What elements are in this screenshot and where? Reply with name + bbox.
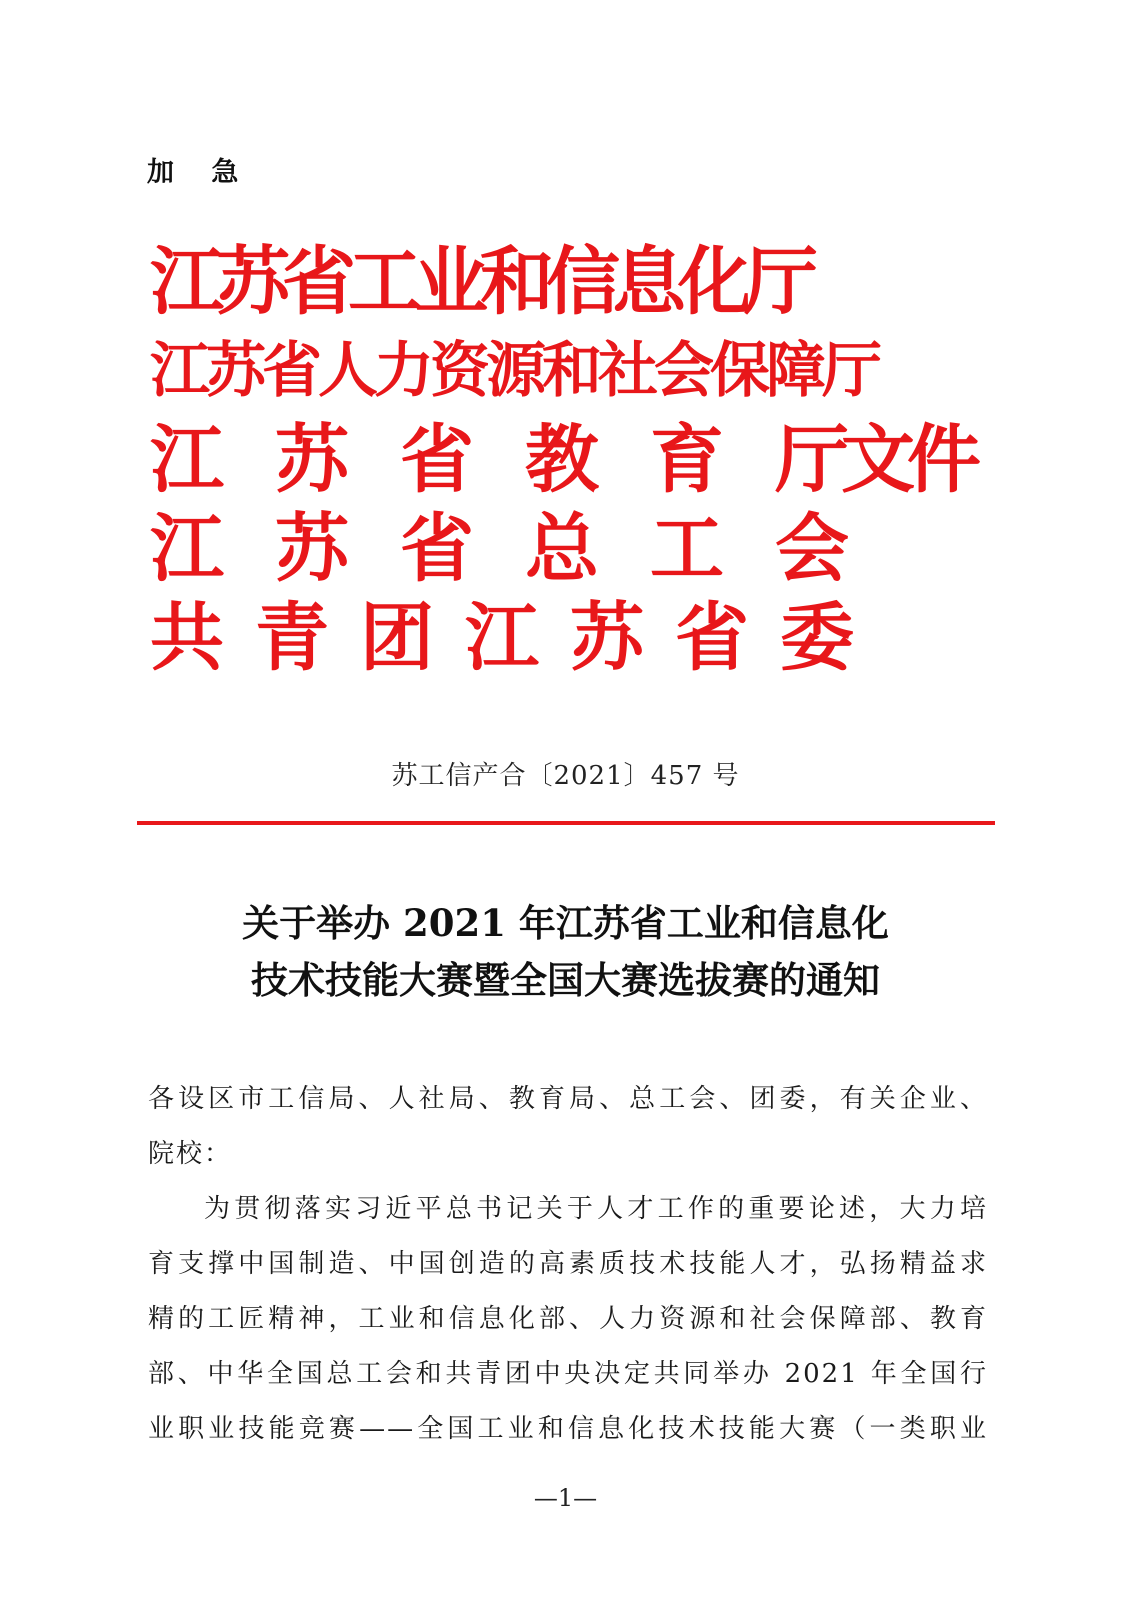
issuer-line-4 (150, 505, 980, 594)
issuer-glyph: 省 (262, 336, 322, 406)
issuer-glyph: 厅 (744, 239, 818, 325)
issuer-glyph: 信 (546, 239, 620, 325)
issuer-glyph: 障 (766, 336, 826, 406)
red-divider-line (137, 821, 995, 825)
issuer-glyph: 社 (598, 336, 658, 406)
issuing-authorities-header (150, 238, 980, 683)
issuer-glyph: 省 (400, 506, 474, 592)
issuer-glyph: 力 (374, 336, 434, 406)
issuer-glyph: 和 (542, 336, 602, 406)
issuer-glyph: 保 (710, 336, 770, 406)
issuer-glyph: 文 (841, 417, 915, 503)
body-paragraph-line: 为贯彻落实习近平总书记关于人才工作的重要论述，大力培 (204, 1194, 988, 1224)
body-paragraph-line: 部、中华全国总工会和共青团中央决定共同举办 2021 年全国行 (148, 1359, 988, 1389)
urgency-label: 加 急 (147, 157, 253, 188)
document-title (0, 895, 1131, 1009)
issuer-glyph: 委 (780, 595, 854, 681)
issuer-line-1 (150, 238, 980, 327)
issuer-glyph: 苏 (275, 506, 349, 592)
issuer-glyph: 人 (318, 336, 378, 406)
issuer-glyph: 工 (650, 506, 724, 592)
issuer-glyph: 江 (150, 336, 210, 406)
issuer-glyph: 苏 (275, 417, 349, 503)
issuer-glyph: 共 (150, 595, 224, 681)
issuer-glyph: 件 (907, 417, 981, 503)
issuer-glyph: 省 (400, 417, 474, 503)
body-paragraph-line: 精的工匠精神，工业和信息化部、人力资源和社会保障部、教育 (148, 1304, 988, 1334)
salutation-line-1: 各设区市工信局、人社局、教育局、总工会、团委，有关企业、 (148, 1084, 988, 1114)
issuer-glyph: 省 (675, 595, 749, 681)
issuer-glyph: 化 (678, 239, 752, 325)
issuer-glyph: 厅 (822, 336, 882, 406)
issuer-glyph: 江 (150, 506, 224, 592)
issuer-line-2 (150, 327, 980, 416)
issuer-glyph: 和 (480, 239, 554, 325)
issuer-glyph: 苏 (206, 336, 266, 406)
issuer-glyph: 厅 (775, 417, 849, 503)
issuer-glyph: 团 (360, 595, 434, 681)
issuer-glyph: 省 (282, 239, 356, 325)
issuer-glyph: 资 (430, 336, 490, 406)
issuer-glyph: 息 (612, 239, 686, 325)
body-paragraph-line: 业职业技能竞赛——全国工业和信息化技术技能大赛（一类职业 (148, 1414, 988, 1444)
issuer-glyph: 会 (775, 506, 849, 592)
issuer-glyph: 教 (525, 417, 599, 503)
issuer-glyph: 业 (414, 239, 488, 325)
salutation-line-2: 院校： (148, 1139, 233, 1169)
document-body (148, 1072, 988, 1457)
body-paragraph-line: 育支撑中国制造、中国创造的高素质技术技能人才，弘扬精益求 (148, 1249, 988, 1279)
issuer-glyph: 江 (150, 417, 224, 503)
issuer-glyph: 会 (654, 336, 714, 406)
title-line-2: 技术技能大赛暨全国大赛选拔赛的通知 (251, 958, 880, 1002)
issuer-glyph: 苏 (570, 595, 644, 681)
issuer-glyph: 育 (650, 417, 724, 503)
issuer-line-5 (150, 594, 980, 683)
issuer-glyph: 工 (348, 239, 422, 325)
issuer-glyph: 总 (525, 506, 599, 592)
issuer-line-3 (150, 416, 980, 505)
page-number: —1— (533, 1484, 598, 1512)
document-number: 苏工信产合〔2021〕457 号 (391, 761, 740, 791)
issuer-glyph: 青 (255, 595, 329, 681)
title-line-1: 关于举办 2021 年江苏省工业和信息化 (242, 901, 889, 945)
issuer-glyph: 苏 (216, 239, 290, 325)
issuer-glyph: 江 (465, 595, 539, 681)
issuer-glyph: 源 (486, 336, 546, 406)
issuer-glyph: 江 (150, 239, 224, 325)
